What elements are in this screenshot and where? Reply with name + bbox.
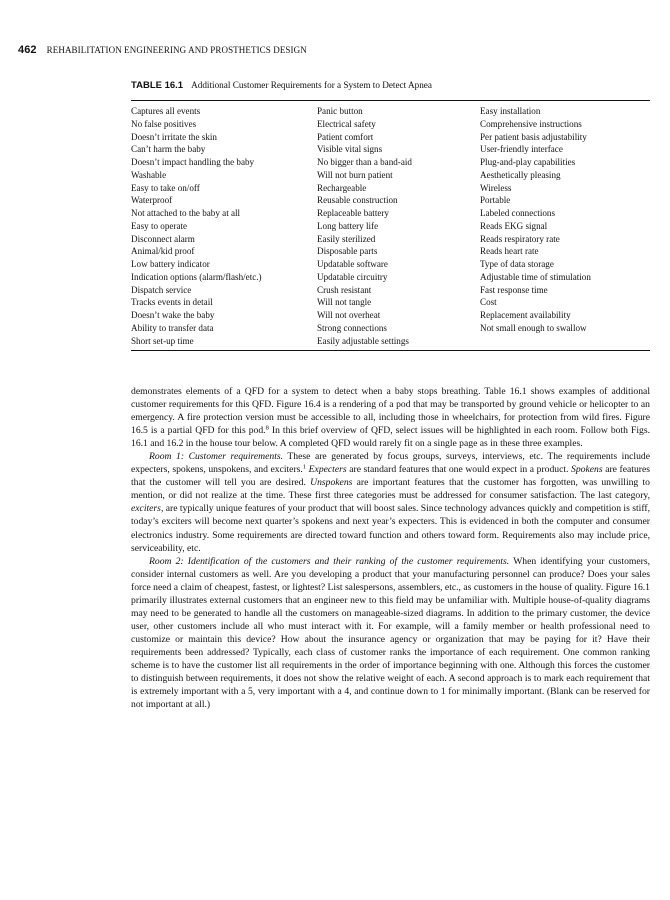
table-cell: Aesthetically pleasing bbox=[480, 169, 561, 180]
table-row bbox=[131, 182, 650, 195]
table-cell: Reads respiratory rate bbox=[480, 233, 560, 244]
table-cell: Can’t harm the baby bbox=[131, 144, 206, 155]
table-row bbox=[131, 156, 650, 169]
table-cell: Will not overheat bbox=[317, 310, 381, 320]
requirements-table-body bbox=[131, 105, 650, 347]
table-cell: Captures all events bbox=[131, 106, 201, 116]
paragraph-room-2 bbox=[131, 555, 650, 712]
table-cell: Updatable software bbox=[317, 259, 388, 269]
table-cell: Replaceable battery bbox=[317, 208, 389, 218]
page-number: 462 bbox=[18, 44, 37, 56]
running-title: REHABILITATION ENGINEERING AND PROSTHETICS DESIGN bbox=[46, 45, 307, 55]
table-cell: Reads EKG signal bbox=[480, 220, 548, 231]
requirements-table bbox=[131, 105, 650, 347]
table-cell: Disposable parts bbox=[317, 246, 378, 257]
table-cell: Not attached to the baby at all bbox=[131, 208, 241, 218]
term-unspokens: Unspokens bbox=[310, 477, 353, 489]
paragraph-text: , are typically unique features of your product that will boost sales. Since technology advances quickly and competition is stiff, today’s exciters will become next quarter’s spokens and next year’s expecters. This is evidenced in both the computer and consumer electronics industry. Some requirements are directed toward function and others toward form. Requirements also may include price, serviceability, etc. bbox=[131, 503, 650, 554]
table-cell: Easily sterilized bbox=[317, 233, 376, 244]
table-cell: Visible vital signs bbox=[317, 144, 383, 155]
paragraph-text: When identifying your customers, consider internal customers as well. Are you developing a product that your manufacturing personnel can produce? Does your sales force need a claim of cheapest, fastest, or lightest? List salespersons, assemblers, etc., as customers in the house of quality. Figure 16.1 primarily illustrates external customers that an engineer new to this field may be unfamiliar with. Multiple house-of-quality diagrams may need to be generated to handle all the customers on manageable-sized diagrams. In addition to the primary customer, the device user, other customers include all who must interact with it. For example, will a family member or health professional need to customize or maintain this device? How about the insurance agency or organization that may be paying for it? Have their requirements been addressed? Typically, each class of customer ranks the importance of each requirement. One common ranking scheme is to have the customer list all requirements in the order of importance beginning with one. Although this forces the customer to distinguish between requirements, it does not show the relative weight of each. A second approach is to mark each requirement that is extremely important with a 5, very important with a 4, and continue down to 1 for minimally important. (Blank can be reserved for not important at all.) bbox=[131, 555, 650, 711]
table-cell: User-friendly interface bbox=[480, 144, 563, 155]
term-expecters: Expecters bbox=[308, 464, 347, 476]
table-cell: Plug-and-play capabilities bbox=[480, 157, 576, 167]
table-cell: Doesn’t irritate the skin bbox=[131, 131, 217, 142]
paragraph-text: are standard features that one would expect in a product. bbox=[346, 464, 572, 476]
table-top-rule bbox=[131, 100, 650, 101]
table-cell: Indication options (alarm/flash/etc.) bbox=[131, 271, 262, 282]
table-cell: Waterproof bbox=[131, 195, 173, 206]
table-cell: Will not tangle bbox=[317, 297, 372, 308]
table-row bbox=[131, 322, 650, 335]
paragraph-text: are features that the customer will tell you are desired. bbox=[131, 464, 650, 489]
table-row bbox=[131, 118, 650, 131]
room-1-heading: Room 1: Customer requirements. bbox=[149, 451, 284, 463]
table-cell: Easy to take on/off bbox=[131, 182, 200, 193]
table-row bbox=[131, 296, 650, 309]
table-cell: Portable bbox=[480, 195, 511, 206]
table-cell: Not small enough to swallow bbox=[480, 322, 587, 333]
table-cell: No false positives bbox=[131, 118, 197, 129]
term-exciters: exciters bbox=[131, 503, 161, 515]
table-bottom-rule bbox=[131, 350, 650, 351]
table-cell: Rechargeable bbox=[317, 182, 367, 193]
paragraph-text: are important features that the customer has forgotten, was unwilling to mention, or did not realize at the time. These first three categories must be addressed for consumer satisfaction. The last category, bbox=[131, 477, 650, 502]
table-cell: Electrical safety bbox=[317, 118, 376, 129]
table-row bbox=[131, 233, 650, 246]
room-2-heading: Room 2: Identification of the customers and their ranking of the customer requirements. bbox=[149, 555, 510, 567]
table-cell: Easy to operate bbox=[131, 220, 188, 231]
footnote-ref: 1 bbox=[302, 463, 307, 471]
table-row bbox=[131, 207, 650, 220]
term-spokens: Spokens bbox=[571, 464, 603, 476]
table-row bbox=[131, 245, 650, 258]
table-cell: Replacement availability bbox=[480, 310, 571, 320]
table-row bbox=[131, 169, 650, 182]
table-cell: Fast response time bbox=[480, 284, 548, 295]
table-row bbox=[131, 131, 650, 144]
table-cell: Ability to transfer data bbox=[131, 322, 214, 333]
table-row bbox=[131, 284, 650, 297]
footnote-ref: 8 bbox=[265, 424, 269, 432]
running-header bbox=[18, 44, 658, 60]
table-cell: Washable bbox=[131, 169, 167, 180]
table-cell: Per patient basis adjustability bbox=[480, 131, 587, 142]
table-cell: Long battery life bbox=[317, 220, 379, 231]
table-cell: Panic button bbox=[317, 106, 363, 116]
paragraph-qfd-intro bbox=[131, 385, 650, 450]
table-label: TABLE 16.1 bbox=[131, 80, 184, 91]
paragraph-room-1 bbox=[131, 450, 650, 554]
table-cell: Cost bbox=[480, 297, 497, 308]
table-row bbox=[131, 309, 650, 322]
table-cell: Dispatch service bbox=[131, 284, 192, 295]
paragraph-text: demonstrates elements of a QFD for a system to detect when a baby stops breathing. Table 16.1 shows examples of additional customer requirements for this QFD. Figure 16.4 is a rendering of a pod that may be transported by ground vehicle or helicopter to an emergency. A fire protection version must be accessible to all, including those in wheelchairs, for protection from wild fires. Figure 16.5 is a partial QFD for this pod. bbox=[131, 386, 650, 437]
paragraph-text: These are generated by focus groups, surveys, interviews, etc. The requirements include expecters, spokens, unspokens, and exciters. bbox=[131, 451, 651, 476]
table-caption bbox=[131, 80, 650, 94]
table-cell: Short set-up time bbox=[131, 335, 194, 346]
table-cell: Comprehensive instructions bbox=[480, 118, 582, 129]
table-cell: Updatable circuitry bbox=[317, 271, 388, 282]
table-cell: Easy installation bbox=[480, 106, 541, 116]
paragraph-text: In this brief overview of QFD, select issues will be highlighted in each room. Follow both Figs. 16.1 and 16.2 in the house tour below. A completed QFD would rarely fit on a single page as in these three examples. bbox=[131, 425, 650, 450]
table-cell: Patient comfort bbox=[317, 131, 374, 142]
table-cell: Reads heart rate bbox=[480, 246, 539, 257]
table-row bbox=[131, 258, 650, 271]
table-cell: Doesn’t impact handling the baby bbox=[131, 157, 255, 167]
table-cell: Adjustable time of stimulation bbox=[480, 271, 591, 282]
table-cell bbox=[480, 335, 650, 348]
table-cell: Reusable construction bbox=[317, 195, 398, 206]
table-cell: Disconnect alarm bbox=[131, 233, 195, 244]
table-cell: Easily adjustable settings bbox=[317, 335, 409, 346]
table-row bbox=[131, 194, 650, 207]
table-row bbox=[131, 220, 650, 233]
table-row bbox=[131, 105, 650, 118]
table-caption-text: Additional Customer Requirements for a System to Detect Apnea bbox=[191, 80, 432, 90]
table-cell: Wireless bbox=[480, 182, 512, 193]
table-cell: Will not burn patient bbox=[317, 169, 393, 180]
table-cell: Crush resistant bbox=[317, 284, 372, 295]
table-cell: Animal/kid proof bbox=[131, 246, 195, 257]
table-cell: Low battery indicator bbox=[131, 259, 210, 269]
table-cell: Type of data storage bbox=[480, 259, 554, 269]
body-text bbox=[131, 385, 650, 711]
table-row bbox=[131, 271, 650, 284]
table-cell: Doesn’t wake the baby bbox=[131, 310, 215, 320]
table-cell: No bigger than a band-aid bbox=[317, 157, 412, 167]
table-row bbox=[131, 143, 650, 156]
table-row bbox=[131, 335, 650, 348]
table-cell: Labeled connections bbox=[480, 208, 555, 218]
table-cell: Strong connections bbox=[317, 322, 387, 333]
table-16-1 bbox=[131, 80, 650, 351]
table-cell: Tracks events in detail bbox=[131, 297, 213, 308]
